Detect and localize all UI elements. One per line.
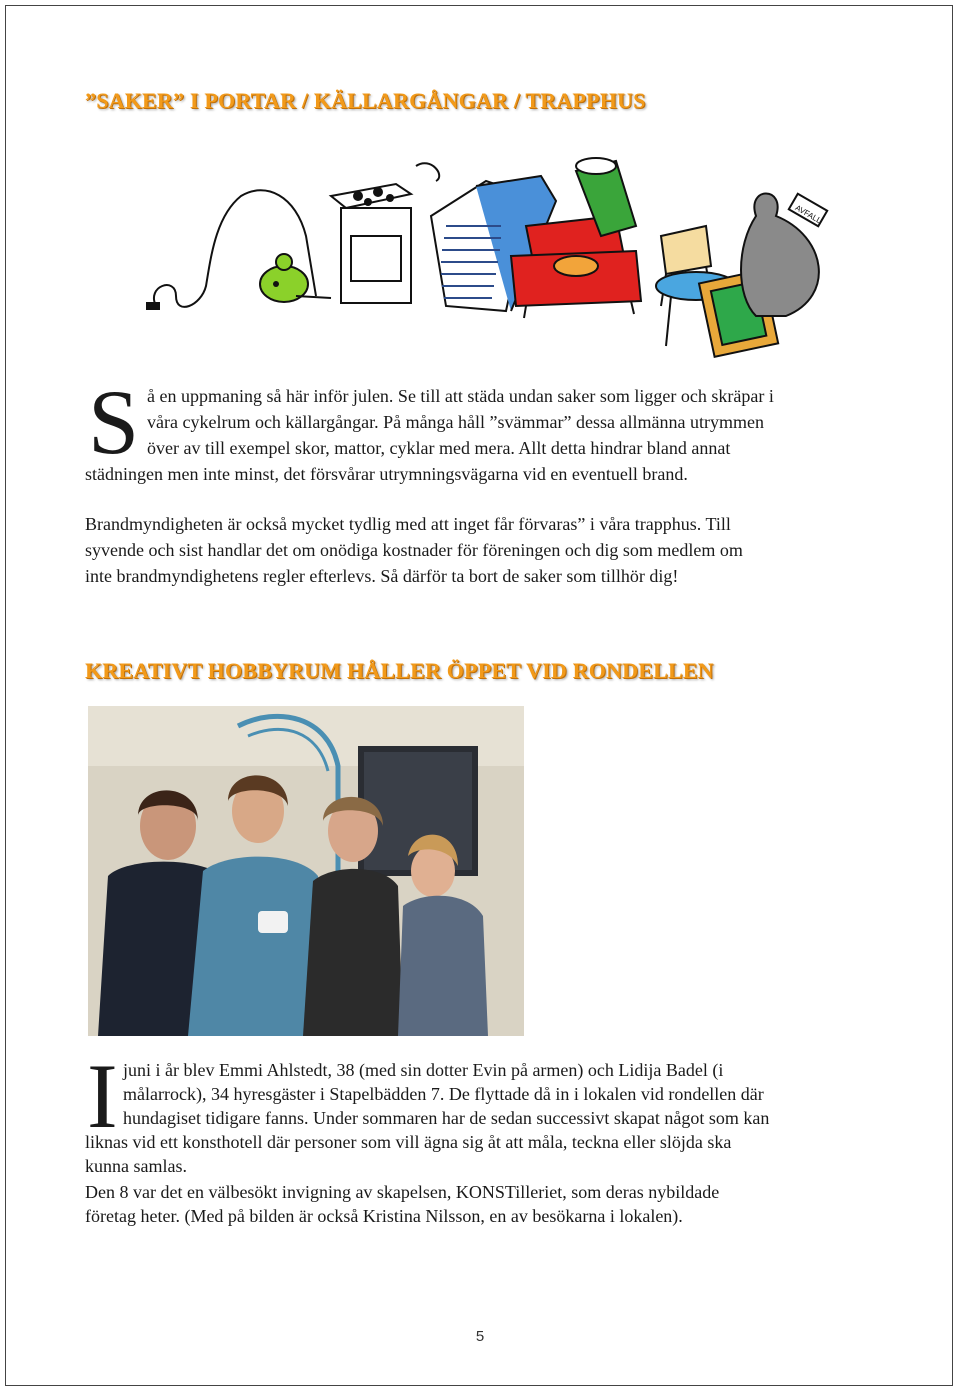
para1-line-2: våra cykelrum och källargångar. På många håll ”svämmar” dessa allmänna utrymmen bbox=[147, 412, 764, 432]
bag-label-text: AVFALL bbox=[793, 203, 824, 226]
para2-line-3: inte brandmyndighetens regler efterlevs. Så därför ta bort de saker som tillhör dig! bbox=[85, 566, 679, 586]
para3-line-1: juni i år blev Emmi Ahlstedt, 38 (med sin dotter Evin på armen) och Lidija Badel (i bbox=[123, 1060, 724, 1080]
para1-line-3: över av till exempel skor, mattor, cyklar med mera. Allt detta hindrar bland annat bbox=[147, 438, 731, 458]
para3-line-4: liknas vid ett konsthotell där personer som vill ägna sig åt att måla, teckna eller slöjda ska bbox=[85, 1132, 732, 1152]
dropcap-s: S bbox=[88, 371, 140, 473]
section-heading-hobby-room: KREATIVT HOBBYRUM HÅLLER ÖPPET VID RONDELLEN bbox=[85, 658, 714, 683]
para1-line-4: städningen men inte minst, det försvårar utrymningsvägarna vid en eventuell brand. bbox=[85, 464, 688, 484]
para3-line-7: företag heter. (Med på bilden är också Kristina Nilsson, en av besökarna i lokalen). bbox=[85, 1206, 683, 1226]
para3-line-6: Den 8 var det en välbesökt invigning av skapelsen, KONSTilleriet, som deras nybildade bbox=[85, 1182, 720, 1202]
section-heading-storage: ”SAKER” I PORTAR / KÄLLARGÅNGAR / TRAPPHUS bbox=[85, 88, 646, 113]
para2-line-1: Brandmyndigheten är också mycket tydlig med att inget får förvaras” i våra trapphus. Till bbox=[85, 514, 731, 534]
para2-line-2: syvende och sist handlar det om onödiga kostnader för föreningen och dig som medlem om bbox=[85, 540, 743, 560]
group-photo bbox=[88, 706, 524, 1036]
para3-line-2: målarrock), 34 hyresgäster i Stapelbädden 7. De flyttade då in i lokalen vid rondellen där bbox=[123, 1084, 764, 1104]
page-number: 5 bbox=[475, 1328, 485, 1345]
para3-line-3: hundagiset tidigare fanns. Under sommaren har de sedan successivt skapat något som kan bbox=[123, 1108, 770, 1128]
para3-line-5: kunna samlas. bbox=[85, 1156, 187, 1176]
para1-line-1: å en uppmaning så här inför julen. Se till att städa undan saker som ligger och skräpar i bbox=[147, 386, 774, 406]
dropcap-i: I bbox=[87, 1045, 118, 1147]
clutter-illustration bbox=[146, 156, 836, 361]
newsletter-page bbox=[5, 5, 953, 1386]
